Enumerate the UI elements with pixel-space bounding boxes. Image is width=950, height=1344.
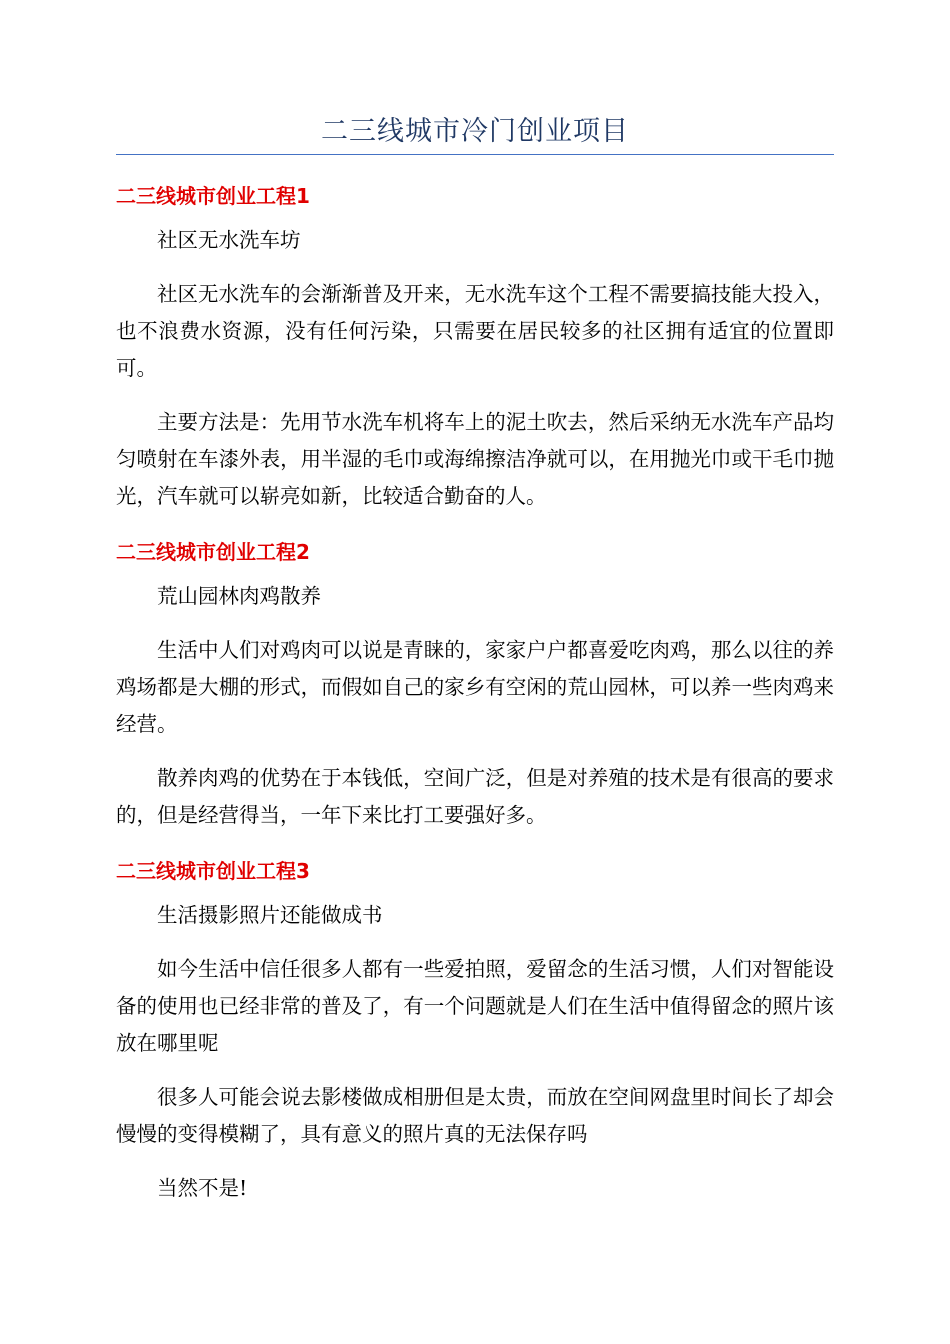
section-heading: 二三线城市创业工程3 [116,859,310,883]
document-title: 二三线城市冷门创业项目 [321,116,629,147]
body-paragraph: 主要方法是：先用节水洗车机将车上的泥土吹去，然后采纳无水洗车产品均匀喷射在车漆外表，用半湿的毛巾或海绵擦洁净就可以，在用抛光巾或干毛巾抛光，汽车就可以崭亮如新，比较适合勤奋的人。 [116,410,834,508]
section-subtitle: 荒山园林肉鸡散养 [157,584,321,608]
body-paragraph: 散养肉鸡的优势在于本钱低，空间广泛，但是对养殖的技术是有很高的要求的，但是经营得当，一年下来比打工要强好多。 [116,766,834,827]
section-subtitle: 生活摄影照片还能做成书 [157,903,383,927]
section-subtitle: 社区无水洗车坊 [157,228,301,252]
body-paragraph: 生活中人们对鸡肉可以说是青睐的，家家户户都喜爱吃肉鸡，那么以往的养鸡场都是大棚的形式，而假如自己的家乡有空闲的荒山园林，可以养一些肉鸡来经营。 [116,638,834,736]
section-heading: 二三线城市创业工程2 [116,540,310,564]
section-heading: 二三线城市创业工程1 [116,184,310,208]
section-1 [116,176,834,515]
body-paragraph: 当然不是! [157,1176,248,1200]
body-paragraph: 很多人可能会说去影楼做成相册但是太贵，而放在空间网盘里时间长了却会慢慢的变得模糊了，具有意义的照片真的无法保存吗 [116,1085,834,1146]
section-2 [116,532,834,834]
body-paragraph: 社区无水洗车的会渐渐普及开来，无水洗车这个工程不需要搞技能大投入，也不浪费水资源，没有任何污染，只需要在居民较多的社区拥有适宜的位置即可。 [116,282,834,380]
body-paragraph: 如今生活中信任很多人都有一些爱拍照，爱留念的生活习惯，人们对智能设备的使用也已经非常的普及了，有一个问题就是人们在生活中值得留念的照片该放在哪里呢 [116,957,834,1055]
title-underline [116,154,834,155]
section-3 [116,851,834,1207]
document-body [116,176,834,1224]
